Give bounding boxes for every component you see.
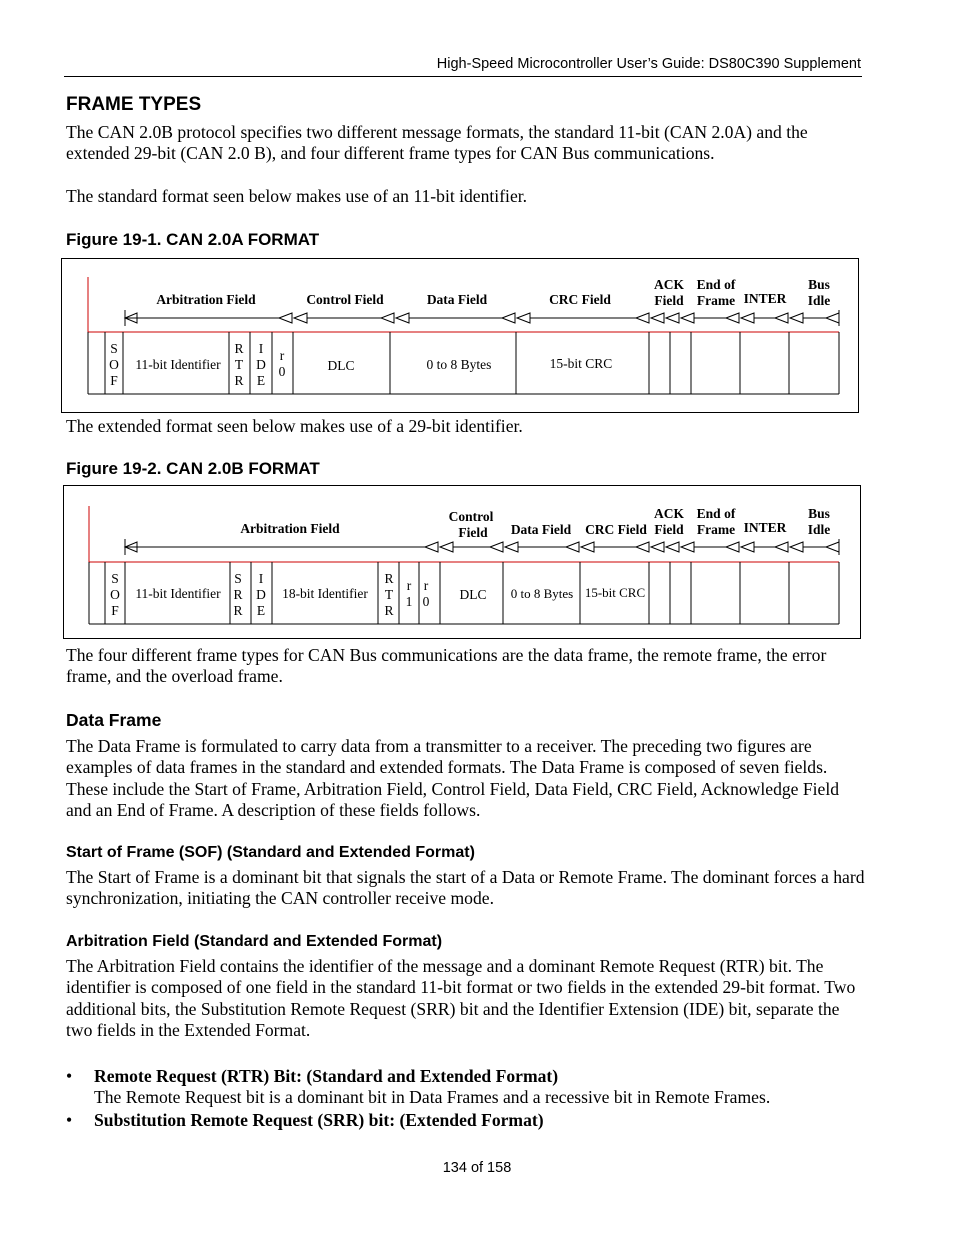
f1-cell-rtr-3: R: [234, 373, 244, 388]
standard-note: The standard format seen below makes use of an 11-bit identifier.: [66, 186, 528, 206]
f2-cell-srr-1: S: [234, 571, 242, 586]
f1-label-control: Control Field: [306, 292, 384, 307]
f1-cell-sof-2: O: [109, 357, 119, 372]
f1-label-inter: INTER: [743, 291, 787, 306]
f2-cell-r0-2: 0: [422, 594, 430, 609]
bullet-srr-title: Substitution Remote Request (SRR) bit: (Extended Format): [94, 1110, 544, 1130]
f1-cell-ide-2: D: [256, 357, 266, 372]
arbitration-section-title: Arbitration Field (Standard and Extended Format): [66, 933, 443, 950]
f2-label-data: Data Field: [510, 522, 572, 537]
figure1-diagram: [61, 258, 859, 413]
f2-cell-rtr-3: R: [384, 603, 394, 618]
frame-types-paragraph: The four different frame types for CAN Bus communications are the data frame, the remote frame, the error frame, and the overload frame.: [66, 645, 827, 687]
data-frame-paragraph: The Data Frame is formulated to carry data from a transmitter to a receiver. The preceding two figures are examples of data frames in the standard and extended formats. The Data Frame is composed of seven fields. These include the Start of Frame, Arbitration Field, Control Field, Data Field, CRC Field, Acknowledge Field and an End of Frame. A description of these fields follows.: [66, 736, 840, 821]
sof-section-paragraph: The Start of Frame is a dominant bit that signals the start of a Data or Remote Frame. The dominant forces a hard synchronization, initiating the CAN controller receive mode.: [66, 867, 865, 909]
f1-label-crc: CRC Field: [549, 292, 611, 307]
section-title: FRAME TYPES: [66, 94, 202, 115]
f2-dimension-arrows: [125, 539, 839, 555]
figure2-svg: [64, 486, 862, 640]
f1-cell-dlc: DLC: [327, 358, 355, 373]
bullet-rtr-title: Remote Request (RTR) Bit: (Standard and Extended Format): [94, 1066, 559, 1086]
f2-label-eof-1: End of: [696, 506, 736, 521]
figure1-svg: [62, 259, 860, 414]
f2-label-inter: INTER: [743, 520, 787, 535]
f2-cell-crc: 15-bit CRC: [584, 585, 646, 600]
data-frame-title: Data Frame: [66, 710, 162, 730]
f1-cell-data: 0 to 8 Bytes: [426, 357, 492, 372]
f2-label-bus-1: Bus: [808, 506, 830, 521]
f2-label-control-1: Control: [448, 509, 494, 524]
f1-cell-rtr-1: R: [234, 341, 244, 356]
f2-label-eof-2: Frame: [696, 522, 736, 537]
f1-label-bus-1: Bus: [808, 277, 830, 292]
bullet-icon: •: [66, 1066, 73, 1086]
f2-cell-dlc: DLC: [459, 587, 487, 602]
f2-cell-data: 0 to 8 Bytes: [510, 586, 574, 601]
f1-cell-sof-1: S: [110, 341, 118, 356]
f2-label-bus-2: Idle: [807, 522, 831, 537]
f2-cell-rtr-2: T: [384, 587, 394, 602]
f2-cell-ide-1: I: [258, 571, 264, 586]
f1-label-ack-1: ACK: [654, 277, 684, 292]
f1-label-eof-1: End of: [696, 277, 736, 292]
f1-dimension-arrows: [125, 310, 839, 326]
f1-label-data: Data Field: [426, 292, 488, 307]
f2-label-control-2: Field: [458, 525, 488, 540]
bullet-rtr-text: The Remote Request bit is a dominant bit in Data Frames and a recessive bit in Remote Frames.: [94, 1087, 771, 1108]
f1-cell-identifier: 11-bit Identifier: [135, 357, 221, 372]
f2-cell-ide-2: D: [256, 587, 266, 602]
f2-cell-sof-1: S: [111, 571, 119, 586]
figure2-diagram: [63, 485, 861, 639]
arbitration-section-paragraph: The Arbitration Field contains the identifier of the message and a dominant Remote Request (RTR) bit. The identifier is composed of one field in the standard 11-bit format or two fields in the extended 29-bit format. Two additional bits, the Substitution Remote Request (SRR) bit and the Identifier Extension (IDE) bit, separate the two fields in the Extended Format.: [66, 956, 856, 1041]
f2-label-ack-1: ACK: [654, 506, 684, 521]
f1-label-bus-2: Idle: [807, 293, 831, 308]
figure2-caption: Figure 19-2. CAN 2.0B FORMAT: [66, 459, 320, 478]
f2-cell-sof-3: F: [111, 603, 119, 618]
f2-cell-ide-3: E: [256, 603, 266, 618]
header-rule: [64, 76, 862, 77]
f2-cell-identifier-18: 18-bit Identifier: [282, 586, 368, 601]
f1-cell-rtr-2: T: [234, 357, 244, 372]
f1-cell-r0-1: r: [279, 348, 285, 363]
bullet-icon: •: [66, 1110, 73, 1130]
f2-cell-srr-3: R: [233, 603, 243, 618]
f2-label-crc: CRC Field: [585, 522, 647, 537]
f2-cell-srr-2: R: [233, 587, 243, 602]
f1-cell-sof-3: F: [110, 373, 118, 388]
extended-note: The extended format seen below makes use of a 29-bit identifier.: [66, 416, 523, 436]
intro-paragraph: The CAN 2.0B protocol specifies two different message formats, the standard 11-bit (CAN 2.0A) and the extended 29-bit (CAN 2.0 B), and four different frame types for CAN Bus communications.: [66, 122, 808, 164]
figure1-caption: Figure 19-1. CAN 2.0A FORMAT: [66, 230, 320, 249]
f1-cell-ide-3: E: [256, 373, 266, 388]
page-header: High-Speed Microcontroller User’s Guide: DS80C390 Supplement: [436, 56, 861, 72]
f1-label-eof-2: Frame: [696, 293, 736, 308]
page-number: 134 of 158: [442, 1160, 512, 1176]
f2-cell-rtr-1: R: [384, 571, 394, 586]
f2-label-ack-2: Field: [654, 522, 684, 537]
f1-cell-r0-2: 0: [278, 364, 286, 379]
f2-cell-sof-2: O: [110, 587, 120, 602]
f2-cell-identifier-11: 11-bit Identifier: [135, 586, 221, 601]
f2-cell-r1-1: r: [406, 578, 412, 593]
f1-cell-ide-1: I: [258, 341, 264, 356]
f2-cell-r0-1: r: [423, 578, 429, 593]
f2-cell-r1-2: 1: [405, 594, 413, 609]
f1-label-ack-2: Field: [654, 293, 684, 308]
sof-section-title: Start of Frame (SOF) (Standard and Extended Format): [66, 844, 475, 861]
f2-label-arbitration: Arbitration Field: [240, 521, 340, 536]
f1-label-arbitration: Arbitration Field: [156, 292, 256, 307]
f1-cell-crc: 15-bit CRC: [549, 356, 613, 371]
